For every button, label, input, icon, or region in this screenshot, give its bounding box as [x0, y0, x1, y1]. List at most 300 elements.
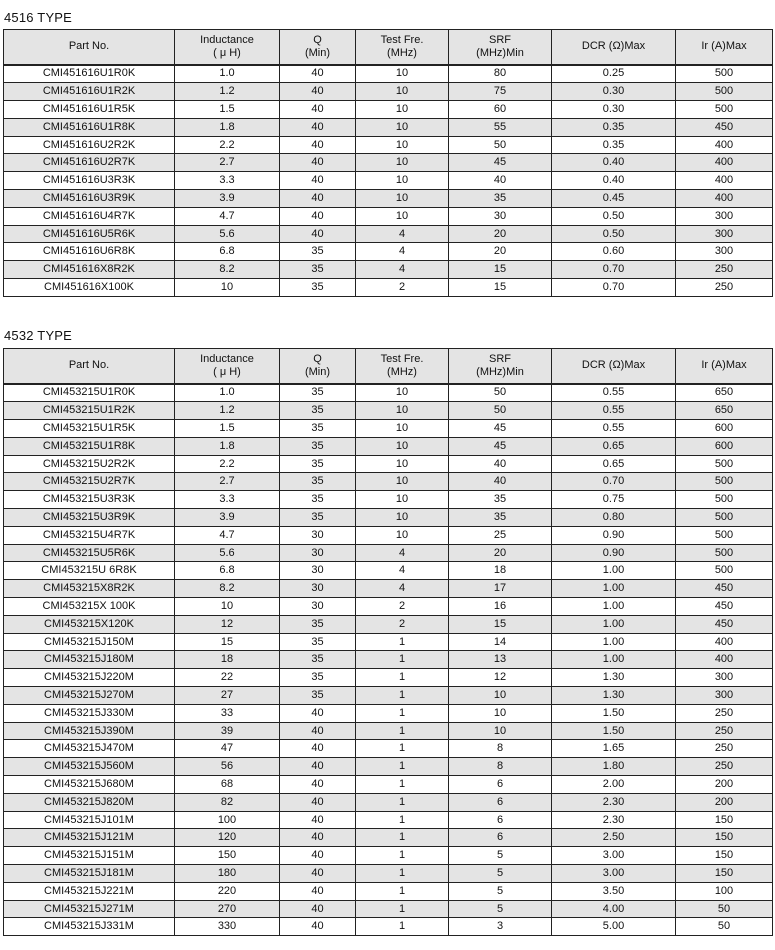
cell-dcr: 1.00 — [552, 651, 676, 669]
cell-test-freq: 10 — [356, 83, 449, 101]
cell-dcr: 0.70 — [552, 473, 676, 491]
cell-part-no: CMI453215U1R8K — [4, 437, 175, 455]
cell-dcr: 0.65 — [552, 455, 676, 473]
cell-dcr: 0.90 — [552, 526, 676, 544]
cell-ir: 500 — [676, 562, 773, 580]
cell-q-min: 35 — [280, 243, 356, 261]
cell-test-freq: 1 — [356, 918, 449, 936]
cell-q-min: 40 — [280, 722, 356, 740]
header-part-no — [4, 349, 175, 384]
cell-part-no: CMI453215J330M — [4, 704, 175, 722]
cell-ir: 150 — [676, 847, 773, 865]
table-row — [4, 384, 773, 402]
table-row — [4, 598, 773, 616]
cell-part-no: CMI453215U3R3K — [4, 491, 175, 509]
cell-dcr: 0.60 — [552, 243, 676, 261]
cell-srf: 15 — [449, 261, 552, 279]
cell-part-no: CMI453215J271M — [4, 900, 175, 918]
cell-ir: 400 — [676, 154, 773, 172]
cell-ir: 500 — [676, 509, 773, 527]
cell-inductance: 1.5 — [175, 420, 280, 438]
cell-ir: 400 — [676, 190, 773, 208]
cell-inductance: 47 — [175, 740, 280, 758]
cell-test-freq: 10 — [356, 154, 449, 172]
cell-q-min: 35 — [280, 402, 356, 420]
table-row — [4, 669, 773, 687]
table-row — [4, 544, 773, 562]
cell-ir: 150 — [676, 811, 773, 829]
cell-dcr: 1.30 — [552, 669, 676, 687]
table-row — [4, 847, 773, 865]
cell-ir: 150 — [676, 865, 773, 883]
cell-ir: 450 — [676, 598, 773, 616]
cell-inductance: 6.8 — [175, 562, 280, 580]
cell-part-no: CMI453215U2R7K — [4, 473, 175, 491]
cell-part-no: CMI453215J560M — [4, 758, 175, 776]
header-label: Inductance — [200, 352, 254, 365]
cell-inductance: 10 — [175, 279, 280, 297]
cell-test-freq: 1 — [356, 651, 449, 669]
cell-test-freq: 10 — [356, 491, 449, 509]
cell-srf: 3 — [449, 918, 552, 936]
cell-ir: 500 — [676, 491, 773, 509]
cell-test-freq: 10 — [356, 384, 449, 402]
header-q-min — [280, 30, 356, 65]
header-label: SRF — [489, 352, 511, 365]
cell-q-min: 35 — [280, 687, 356, 705]
cell-dcr: 0.45 — [552, 190, 676, 208]
cell-inductance: 2.2 — [175, 455, 280, 473]
table-row — [4, 172, 773, 190]
cell-q-min: 40 — [280, 865, 356, 883]
cell-part-no: CMI453215J180M — [4, 651, 175, 669]
cell-part-no: CMI451616U1R0K — [4, 65, 175, 83]
cell-inductance: 4.7 — [175, 526, 280, 544]
table-row — [4, 740, 773, 758]
cell-inductance: 3.3 — [175, 491, 280, 509]
cell-inductance: 2.7 — [175, 473, 280, 491]
cell-dcr: 0.70 — [552, 279, 676, 297]
table-row — [4, 118, 773, 136]
cell-dcr: 0.30 — [552, 83, 676, 101]
cell-dcr: 0.55 — [552, 402, 676, 420]
cell-inductance: 27 — [175, 687, 280, 705]
cell-inductance: 100 — [175, 811, 280, 829]
cell-inductance: 1.5 — [175, 101, 280, 119]
cell-srf: 5 — [449, 882, 552, 900]
cell-part-no: CMI453215U5R6K — [4, 544, 175, 562]
cell-part-no: CMI453215U2R2K — [4, 455, 175, 473]
table-row — [4, 651, 773, 669]
cell-srf: 16 — [449, 598, 552, 616]
cell-srf: 6 — [449, 793, 552, 811]
cell-inductance: 5.6 — [175, 544, 280, 562]
cell-srf: 75 — [449, 83, 552, 101]
cell-part-no: CMI453215J220M — [4, 669, 175, 687]
table-row — [4, 437, 773, 455]
cell-inductance: 220 — [175, 882, 280, 900]
cell-part-no: CMI453215U1R2K — [4, 402, 175, 420]
cell-srf: 35 — [449, 491, 552, 509]
cell-srf: 40 — [449, 455, 552, 473]
cell-part-no: CMI453215J390M — [4, 722, 175, 740]
header-label: Part No. — [68, 359, 110, 372]
cell-srf: 12 — [449, 669, 552, 687]
cell-inductance: 6.8 — [175, 243, 280, 261]
spec-table-4516 — [3, 29, 773, 297]
cell-test-freq: 10 — [356, 420, 449, 438]
cell-part-no: CMI453215J680M — [4, 776, 175, 794]
cell-q-min: 30 — [280, 598, 356, 616]
cell-srf: 5 — [449, 847, 552, 865]
cell-q-min: 40 — [280, 829, 356, 847]
cell-srf: 60 — [449, 101, 552, 119]
header-label: ( μ H) — [213, 46, 241, 59]
cell-srf: 40 — [449, 172, 552, 190]
cell-dcr: 3.00 — [552, 865, 676, 883]
header-srf — [449, 349, 552, 384]
header-label: SRF — [489, 33, 511, 46]
cell-q-min: 35 — [280, 279, 356, 297]
cell-part-no: CMI453215U3R9K — [4, 509, 175, 527]
cell-q-min: 35 — [280, 509, 356, 527]
cell-q-min: 40 — [280, 118, 356, 136]
table-row — [4, 491, 773, 509]
header-label: (Min) — [304, 365, 331, 378]
cell-test-freq: 1 — [356, 687, 449, 705]
cell-ir: 300 — [676, 207, 773, 225]
cell-q-min: 40 — [280, 190, 356, 208]
cell-srf: 8 — [449, 740, 552, 758]
cell-srf: 5 — [449, 900, 552, 918]
cell-srf: 80 — [449, 65, 552, 83]
cell-inductance: 1.2 — [175, 402, 280, 420]
cell-test-freq: 4 — [356, 225, 449, 243]
cell-part-no: CMI453215J470M — [4, 740, 175, 758]
cell-inductance: 2.2 — [175, 136, 280, 154]
cell-inductance: 180 — [175, 865, 280, 883]
cell-part-no: CMI451616U2R2K — [4, 136, 175, 154]
cell-test-freq: 10 — [356, 136, 449, 154]
cell-q-min: 40 — [280, 776, 356, 794]
header-label: (MHz)Min — [476, 365, 524, 378]
cell-test-freq: 1 — [356, 758, 449, 776]
cell-q-min: 40 — [280, 83, 356, 101]
cell-part-no: CMI453215X120K — [4, 615, 175, 633]
cell-dcr: 0.35 — [552, 136, 676, 154]
cell-q-min: 35 — [280, 615, 356, 633]
cell-ir: 200 — [676, 776, 773, 794]
cell-ir: 400 — [676, 172, 773, 190]
cell-dcr: 0.70 — [552, 261, 676, 279]
cell-ir: 500 — [676, 83, 773, 101]
cell-dcr: 0.90 — [552, 544, 676, 562]
cell-part-no: CMI453215J151M — [4, 847, 175, 865]
cell-part-no: CMI451616X100K — [4, 279, 175, 297]
cell-test-freq: 1 — [356, 882, 449, 900]
cell-inductance: 5.6 — [175, 225, 280, 243]
cell-ir: 600 — [676, 437, 773, 455]
table-row — [4, 402, 773, 420]
cell-q-min: 35 — [280, 491, 356, 509]
header-label: DCR (Ω)Max — [581, 359, 646, 372]
cell-q-min: 40 — [280, 154, 356, 172]
cell-ir: 500 — [676, 65, 773, 83]
cell-part-no: CMI451616U1R5K — [4, 101, 175, 119]
cell-ir: 300 — [676, 687, 773, 705]
cell-ir: 250 — [676, 758, 773, 776]
cell-test-freq: 1 — [356, 633, 449, 651]
cell-test-freq: 10 — [356, 190, 449, 208]
cell-inductance: 68 — [175, 776, 280, 794]
cell-q-min: 35 — [280, 633, 356, 651]
cell-srf: 14 — [449, 633, 552, 651]
cell-part-no: CMI453215J820M — [4, 793, 175, 811]
cell-test-freq: 2 — [356, 598, 449, 616]
cell-inductance: 56 — [175, 758, 280, 776]
table-row — [4, 687, 773, 705]
cell-inductance: 22 — [175, 669, 280, 687]
table-row — [4, 758, 773, 776]
cell-ir: 450 — [676, 615, 773, 633]
header-label: (MHz)Min — [476, 46, 524, 59]
cell-srf: 10 — [449, 722, 552, 740]
cell-part-no: CMI451616U1R2K — [4, 83, 175, 101]
cell-part-no: CMI451616X8R2K — [4, 261, 175, 279]
table-row — [4, 190, 773, 208]
cell-q-min: 35 — [280, 384, 356, 402]
cell-inductance: 3.3 — [175, 172, 280, 190]
section-title: 4516 TYPE — [4, 10, 73, 25]
table-row — [4, 279, 773, 297]
header-label: Q — [313, 352, 322, 365]
cell-q-min: 40 — [280, 65, 356, 83]
cell-dcr: 3.50 — [552, 882, 676, 900]
cell-ir: 300 — [676, 243, 773, 261]
cell-srf: 20 — [449, 225, 552, 243]
cell-inductance: 1.0 — [175, 384, 280, 402]
table-row — [4, 526, 773, 544]
table-row — [4, 83, 773, 101]
cell-dcr: 1.00 — [552, 562, 676, 580]
table-row — [4, 473, 773, 491]
cell-inductance: 1.8 — [175, 118, 280, 136]
table-row — [4, 829, 773, 847]
cell-test-freq: 1 — [356, 865, 449, 883]
cell-dcr: 2.30 — [552, 811, 676, 829]
table-row — [4, 633, 773, 651]
cell-srf: 40 — [449, 473, 552, 491]
section-title: 4532 TYPE — [4, 328, 73, 343]
header-ir — [676, 30, 773, 65]
table-row — [4, 562, 773, 580]
cell-test-freq: 10 — [356, 65, 449, 83]
header-q-min — [280, 349, 356, 384]
cell-q-min: 35 — [280, 651, 356, 669]
cell-test-freq: 1 — [356, 740, 449, 758]
cell-srf: 10 — [449, 704, 552, 722]
cell-test-freq: 10 — [356, 526, 449, 544]
cell-inductance: 1.0 — [175, 65, 280, 83]
cell-part-no: CMI451616U2R7K — [4, 154, 175, 172]
cell-dcr: 1.00 — [552, 633, 676, 651]
cell-part-no: CMI451616U3R9K — [4, 190, 175, 208]
cell-test-freq: 1 — [356, 704, 449, 722]
cell-q-min: 40 — [280, 793, 356, 811]
cell-dcr: 4.00 — [552, 900, 676, 918]
cell-inductance: 8.2 — [175, 580, 280, 598]
cell-dcr: 0.80 — [552, 509, 676, 527]
header-label: (MHz) — [387, 46, 417, 59]
cell-ir: 500 — [676, 101, 773, 119]
cell-inductance: 3.9 — [175, 190, 280, 208]
cell-part-no: CMI453215U1R0K — [4, 384, 175, 402]
cell-ir: 500 — [676, 455, 773, 473]
header-ir — [676, 349, 773, 384]
cell-part-no: CMI453215U1R5K — [4, 420, 175, 438]
cell-q-min: 35 — [280, 437, 356, 455]
cell-inductance: 8.2 — [175, 261, 280, 279]
cell-part-no: CMI453215J331M — [4, 918, 175, 936]
cell-ir: 50 — [676, 918, 773, 936]
cell-inductance: 330 — [175, 918, 280, 936]
header-label: ( μ H) — [213, 365, 241, 378]
cell-inductance: 10 — [175, 598, 280, 616]
cell-part-no: CMI453215J101M — [4, 811, 175, 829]
header-label: DCR (Ω)Max — [581, 40, 646, 53]
cell-dcr: 0.50 — [552, 225, 676, 243]
table-row — [4, 101, 773, 119]
cell-ir: 150 — [676, 829, 773, 847]
cell-test-freq: 1 — [356, 776, 449, 794]
cell-srf: 10 — [449, 687, 552, 705]
cell-inductance: 12 — [175, 615, 280, 633]
table-row — [4, 509, 773, 527]
cell-test-freq: 1 — [356, 793, 449, 811]
cell-test-freq: 10 — [356, 402, 449, 420]
table-row — [4, 811, 773, 829]
cell-dcr: 0.55 — [552, 420, 676, 438]
cell-test-freq: 4 — [356, 580, 449, 598]
cell-inductance: 2.7 — [175, 154, 280, 172]
cell-srf: 35 — [449, 190, 552, 208]
cell-test-freq: 2 — [356, 615, 449, 633]
cell-ir: 50 — [676, 900, 773, 918]
header-inductance — [175, 30, 280, 65]
cell-q-min: 40 — [280, 847, 356, 865]
table-row — [4, 580, 773, 598]
cell-ir: 500 — [676, 473, 773, 491]
cell-part-no: CMI451616U1R8K — [4, 118, 175, 136]
table-row — [4, 900, 773, 918]
cell-inductance: 1.2 — [175, 83, 280, 101]
cell-ir: 200 — [676, 793, 773, 811]
cell-part-no: CMI453215X8R2K — [4, 580, 175, 598]
cell-dcr: 5.00 — [552, 918, 676, 936]
cell-part-no: CMI453215U 6R8K — [4, 562, 175, 580]
cell-test-freq: 10 — [356, 172, 449, 190]
cell-inductance: 150 — [175, 847, 280, 865]
cell-srf: 5 — [449, 865, 552, 883]
cell-q-min: 35 — [280, 669, 356, 687]
cell-ir: 250 — [676, 279, 773, 297]
cell-dcr: 2.30 — [552, 793, 676, 811]
cell-ir: 250 — [676, 722, 773, 740]
cell-ir: 300 — [676, 669, 773, 687]
cell-ir: 400 — [676, 651, 773, 669]
cell-srf: 6 — [449, 811, 552, 829]
cell-q-min: 40 — [280, 172, 356, 190]
cell-q-min: 40 — [280, 811, 356, 829]
cell-inductance: 33 — [175, 704, 280, 722]
cell-inductance: 39 — [175, 722, 280, 740]
table-row — [4, 793, 773, 811]
cell-srf: 17 — [449, 580, 552, 598]
cell-part-no: CMI453215J221M — [4, 882, 175, 900]
cell-ir: 250 — [676, 704, 773, 722]
header-dcr — [552, 30, 676, 65]
cell-inductance: 18 — [175, 651, 280, 669]
cell-ir: 450 — [676, 580, 773, 598]
table-row — [4, 455, 773, 473]
header-test-freq — [356, 349, 449, 384]
cell-test-freq: 10 — [356, 455, 449, 473]
cell-srf: 30 — [449, 207, 552, 225]
cell-dcr: 0.40 — [552, 154, 676, 172]
cell-test-freq: 1 — [356, 829, 449, 847]
cell-part-no: CMI453215U4R7K — [4, 526, 175, 544]
table-row — [4, 615, 773, 633]
header-row — [4, 30, 773, 65]
table-row — [4, 154, 773, 172]
cell-dcr: 1.50 — [552, 722, 676, 740]
cell-ir: 650 — [676, 402, 773, 420]
cell-ir: 500 — [676, 544, 773, 562]
cell-dcr: 1.00 — [552, 598, 676, 616]
cell-test-freq: 10 — [356, 509, 449, 527]
spec-table-4532 — [3, 348, 773, 936]
cell-srf: 6 — [449, 776, 552, 794]
cell-test-freq: 10 — [356, 207, 449, 225]
cell-srf: 20 — [449, 243, 552, 261]
cell-srf: 6 — [449, 829, 552, 847]
cell-q-min: 40 — [280, 704, 356, 722]
table-row — [4, 243, 773, 261]
cell-dcr: 1.80 — [552, 758, 676, 776]
cell-q-min: 35 — [280, 473, 356, 491]
cell-q-min: 35 — [280, 420, 356, 438]
header-label: Inductance — [200, 33, 254, 46]
header-row — [4, 349, 773, 384]
cell-test-freq: 10 — [356, 473, 449, 491]
cell-test-freq: 10 — [356, 118, 449, 136]
header-label: Q — [313, 33, 322, 46]
header-label: Ir (A)Max — [701, 40, 747, 53]
cell-test-freq: 4 — [356, 562, 449, 580]
cell-dcr: 0.40 — [552, 172, 676, 190]
cell-test-freq: 1 — [356, 669, 449, 687]
cell-test-freq: 4 — [356, 261, 449, 279]
header-test-freq — [356, 30, 449, 65]
header-label: Test Fre. — [380, 33, 424, 46]
header-srf — [449, 30, 552, 65]
cell-dcr: 1.00 — [552, 615, 676, 633]
cell-dcr: 2.00 — [552, 776, 676, 794]
cell-srf: 50 — [449, 402, 552, 420]
cell-q-min: 40 — [280, 207, 356, 225]
cell-q-min: 30 — [280, 562, 356, 580]
cell-part-no: CMI453215X 100K — [4, 598, 175, 616]
